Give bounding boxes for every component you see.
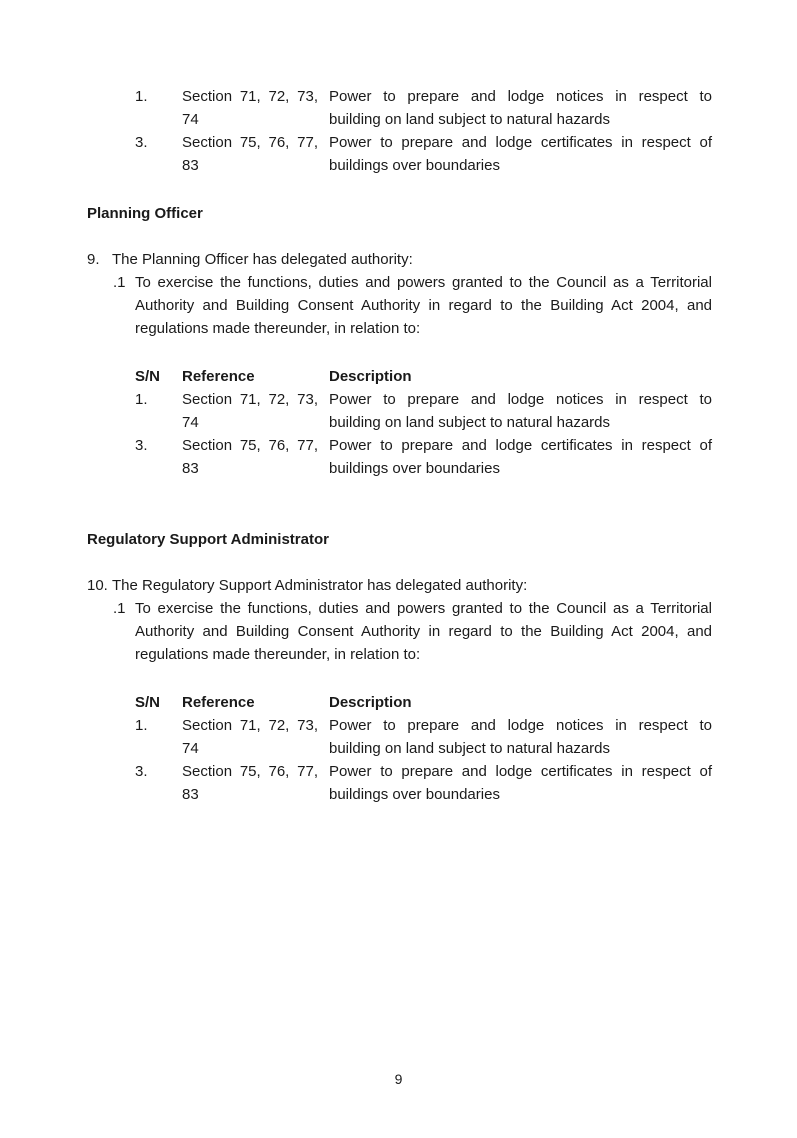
section-heading-regulatory-support-administrator: Regulatory Support Administrator [87, 531, 329, 548]
sn-cell: 1. [135, 391, 148, 408]
planning-officer-table [135, 365, 712, 480]
table-row [135, 131, 712, 177]
sn-cell: 3. [135, 134, 148, 151]
sn-cell: 3. [135, 437, 148, 454]
reference-cell: Section 75, 76, 77, 83 [182, 134, 318, 174]
page-number: 9 [394, 1071, 403, 1087]
column-header-description: Description [329, 368, 412, 385]
column-header-sn: S/N [135, 368, 161, 385]
subparagraph-text: To exercise the functions, duties and powers granted to the Council as a Territorial Authority and Building Consent Authority in regard to the Building Act 2004, and regulations made thereunder, in relation to: [135, 600, 712, 663]
subparagraph-number: .1 [113, 274, 126, 291]
column-header-sn: S/N [135, 694, 161, 711]
regulatory-support-table [135, 691, 712, 806]
subparagraph-number: .1 [113, 600, 126, 617]
reference-cell: Section 71, 72, 73, 74 [182, 717, 318, 757]
paragraph-text: The Planning Officer has delegated authority: [112, 251, 413, 268]
table-header-row [135, 365, 712, 388]
description-cell: Power to prepare and lodge notices in respect to building on land subject to natural hazards [329, 88, 712, 128]
reference-cell: Section 75, 76, 77, 83 [182, 437, 318, 477]
paragraph-number: 9. [87, 251, 100, 268]
table-row [135, 434, 712, 480]
section-heading-planning-officer: Planning Officer [87, 205, 203, 222]
description-cell: Power to prepare and lodge notices in respect to building on land subject to natural hazards [329, 717, 712, 757]
continued-delegation-table [135, 85, 712, 177]
sn-cell: 1. [135, 717, 148, 734]
description-cell: Power to prepare and lodge notices in respect to building on land subject to natural hazards [329, 391, 712, 431]
column-header-reference: Reference [182, 368, 255, 385]
reference-cell: Section 71, 72, 73, 74 [182, 391, 318, 431]
paragraph-number: 10. [87, 577, 108, 594]
table-header-row [135, 691, 712, 714]
reference-cell: Section 75, 76, 77, 83 [182, 763, 318, 803]
column-header-reference: Reference [182, 694, 255, 711]
sn-cell: 1. [135, 88, 148, 105]
table-row [135, 760, 712, 806]
description-cell: Power to prepare and lodge certificates in respect of buildings over boundaries [329, 763, 712, 803]
description-cell: Power to prepare and lodge certificates in respect of buildings over boundaries [329, 437, 712, 477]
table-row [135, 714, 712, 760]
table-row [135, 388, 712, 434]
paragraph-text: The Regulatory Support Administrator has delegated authority: [112, 577, 528, 594]
sn-cell: 3. [135, 763, 148, 780]
column-header-description: Description [329, 694, 412, 711]
subparagraph-text: To exercise the functions, duties and powers granted to the Council as a Territorial Authority and Building Consent Authority in regard to the Building Act 2004, and regulations made thereunder, in relation to: [135, 274, 712, 337]
table-row [135, 85, 712, 131]
reference-cell: Section 71, 72, 73, 74 [182, 88, 318, 128]
description-cell: Power to prepare and lodge certificates in respect of buildings over boundaries [329, 134, 712, 174]
